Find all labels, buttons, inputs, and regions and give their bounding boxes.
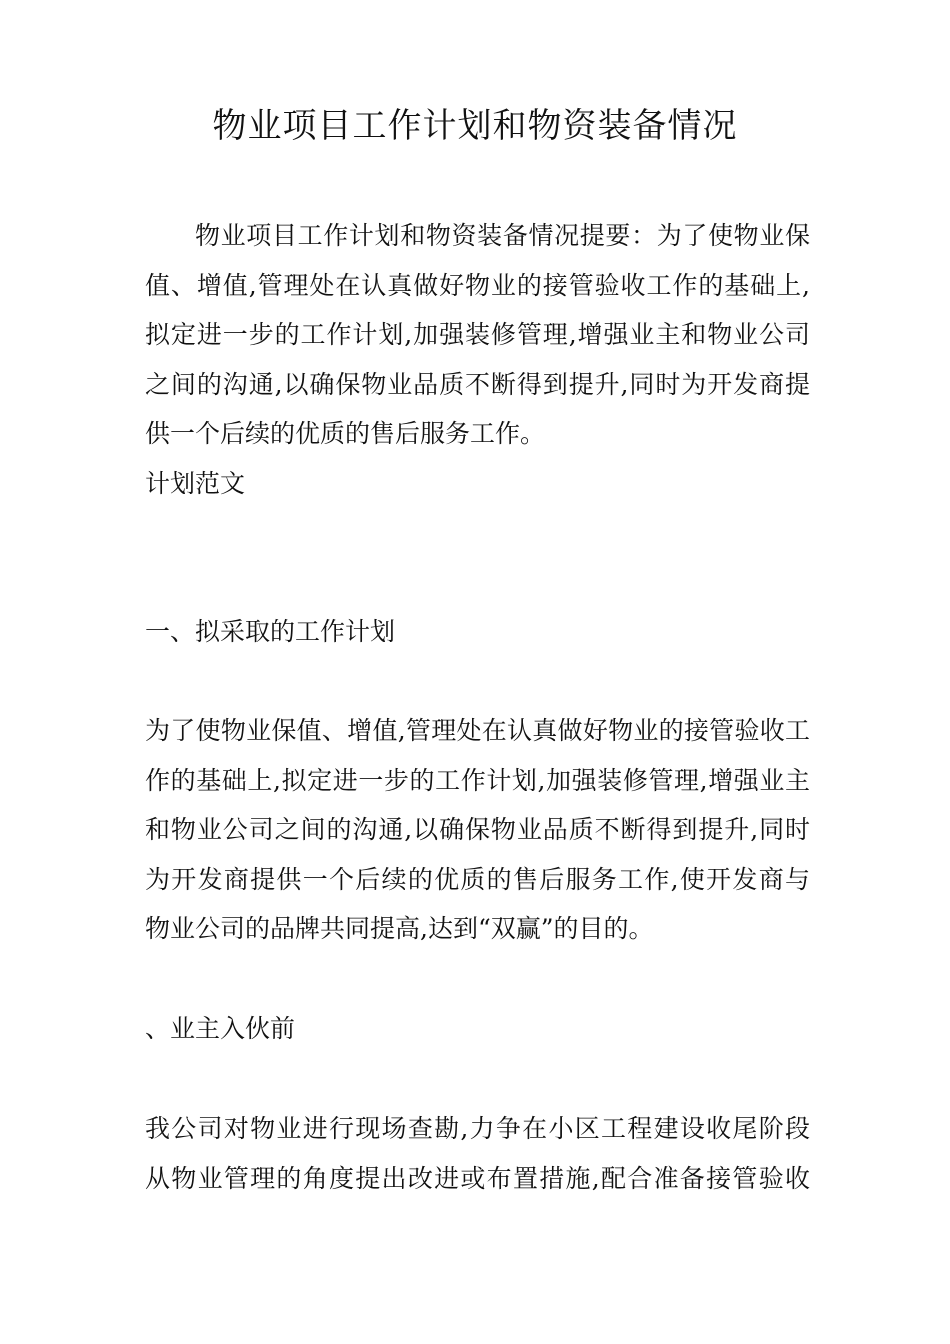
paragraph-line: 为了使物业保值、增值,管理处在认真做好物业的接管验收工 [145, 716, 810, 745]
summary-line: 供一个后续的优质的售后服务工作。 [145, 419, 546, 448]
section-1-paragraph [145, 706, 810, 954]
paragraph-line: 从物业管理的角度提出改进或布置措施,配合准备接管验收 [145, 1163, 810, 1193]
section-2-paragraph [145, 1104, 810, 1203]
category-label: 计划范文 [145, 469, 246, 498]
paragraph-line: 为开发商提供一个后续的优质的售后服务工作,使开发商与 [145, 864, 810, 894]
summary-line: 拟定进一步的工作计划,加强装修管理,增强业主和物业公司 [145, 320, 810, 349]
section-heading-1: 一、拟采取的工作计划 [145, 617, 396, 646]
document-title: 物业项目工作计划和物资装备情况 [212, 106, 738, 146]
paragraph-line: 物业公司的品牌共同提高,达到“双赢”的目的。 [145, 914, 654, 943]
section-heading-2: 、业主入伙前 [145, 1014, 296, 1043]
paragraph-line: 我公司对物业进行现场查勘,力争在小区工程建设收尾阶段 [145, 1114, 810, 1143]
summary-paragraph [145, 211, 810, 459]
paragraph-line: 和物业公司之间的沟通,以确保物业品质不断得到提升,同时 [145, 815, 810, 844]
summary-line: 值、增值,管理处在认真做好物业的接管验收工作的基础上, [145, 270, 810, 300]
paragraph-line: 作的基础上,拟定进一步的工作计划,加强装修管理,增强业主 [145, 765, 810, 795]
summary-line: 物业项目工作计划和物资装备情况提要：为了使物业保 [195, 221, 810, 250]
summary-line: 之间的沟通,以确保物业品质不断得到提升,同时为开发商提 [145, 369, 810, 399]
